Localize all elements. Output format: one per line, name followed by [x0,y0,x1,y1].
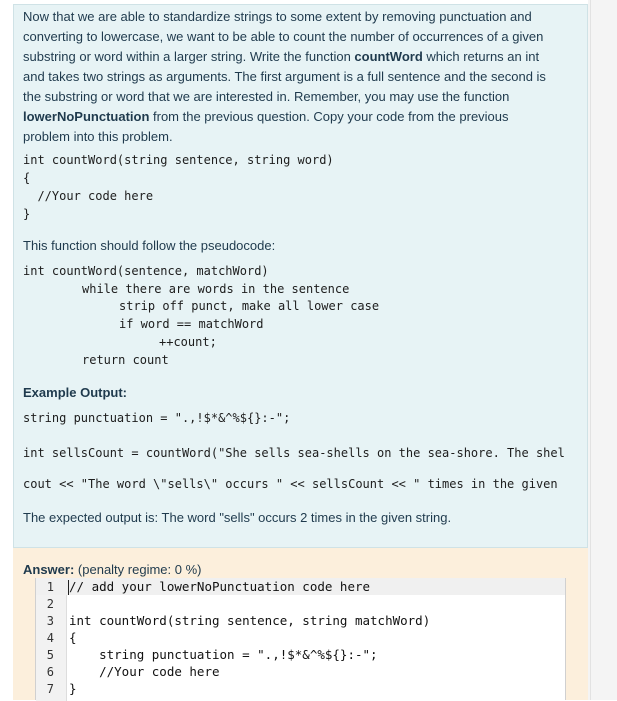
pseudocode-line-3: strip off punct, make all lower case [119,299,380,313]
function-name-lowernopunctuation: lowerNoPunctuation [23,109,150,124]
pseudocode-line-6: return count [82,353,169,367]
signature-line-1: int countWord(string sentence, string word) [23,153,334,167]
example-line-1: string punctuation = ".,!$*&^%${}:-"; [23,411,291,425]
intro-line-7: problem into this problem. [23,129,173,144]
example-line-2: int sellsCount = countWord("She sells sea-shells on the sea-shore. The shel [23,446,565,460]
signature-line-4: } [23,207,31,221]
code-line[interactable]: // add your lowerNoPunctuation code here [69,579,371,594]
intro-line-2: converting to lowercase, we want to be able to count the number of occurrences of a given [23,29,544,44]
answer-label: Answer: [23,562,75,577]
line-number: 2 [46,597,54,611]
code-line[interactable]: } [69,681,77,696]
text-cursor [68,580,69,595]
code-editor[interactable] [35,578,566,700]
intro-line-6: lowerNoPunctuation from the previous question. Copy your code from the previous [23,109,509,124]
answer-header [23,562,201,577]
line-number: 5 [46,648,54,662]
line-number: 3 [46,614,54,628]
pseudocode-line-5: ++count; [159,335,217,349]
pseudocode-line-1: int countWord(sentence, matchWord) [23,264,269,278]
signature-line-2: { [23,171,31,185]
function-name-countword: countWord [354,49,423,64]
intro-line-1: Now that we are able to standardize strings to some extent by removing punctuation and [23,9,532,24]
intro-line-5: the substring or word that we are interested in. Remember, you may use the function [23,89,510,104]
intro-line-4: and takes two strings as arguments. The first argument is a full sentence and the second is [23,69,546,84]
pseudocode-label: This function should follow the pseudocode: [23,238,276,253]
line-number: 7 [46,682,54,696]
example-label: Example Output: [23,385,128,400]
line-number: 6 [46,665,54,679]
code-line[interactable]: //Your code here [69,664,220,679]
expected-output-text: The expected output is: The word "sells" occurs 2 times in the given string. [23,510,452,525]
intro-line-3: substring or word within a larger string. Write the function countWord which returns an int [23,49,540,64]
signature-line-3: //Your code here [23,189,154,203]
code-line[interactable]: { [69,630,77,645]
pseudocode-line-2: while there are words in the sentence [82,282,350,296]
line-number: 4 [46,631,54,645]
line-number: 1 [46,580,54,594]
pseudocode-line-4: if word == matchWord [119,317,264,331]
code-line[interactable]: int countWord(string sentence, string matchWord) [69,613,431,628]
code-line[interactable]: string punctuation = ".,!$*&^%${}:-"; [69,647,378,662]
penalty-regime: (penalty regime: 0 %) [77,562,202,577]
example-line-3: cout << "The word \"sells\" occurs " << sellsCount << " times in the given [23,477,558,491]
right-scroll-gutter [588,0,617,700]
